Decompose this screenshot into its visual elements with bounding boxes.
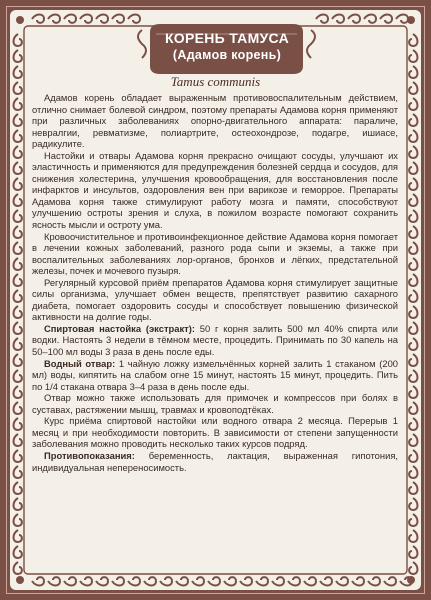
scroll-ornament	[224, 577, 236, 585]
scroll-ornament	[14, 530, 22, 542]
scroll-ornament	[409, 322, 417, 334]
scroll-ornament	[256, 577, 268, 585]
scroll-ornament	[409, 402, 417, 414]
scroll-ornament	[409, 354, 417, 366]
scroll-ornament	[128, 577, 140, 585]
page-subtitle-title: (Адамов корень)	[172, 48, 282, 62]
scroll-ornament	[14, 418, 22, 430]
paragraph-7: Курс приёма спиртовой настойки или водного отвара 2 месяца. Перерыв 1 месяц и при необходимости повторить. В зависимости от степени запущенности заболевания можно проводить несколько таких курсов подряд.	[32, 415, 398, 450]
paragraph-contraindications: Противопоказания: беременность, лактация, выраженная гипотония, индивидуальная непереносимость.	[32, 449, 398, 473]
paragraph-2: Настойки и отвары Адамова корня прекрасно очищают сосуды, улучшают их эластичность и применяются для предупреждения болезней сердца и сосудов, для снижения холестерина, улучшения кровообращения, для восстановления после инфарктов и инсультов, оздоровления вен при варикозе и геморрое. Препараты Адамова корня также стимулируют работу мозга и памяти, способствуют улучшению остроты зрения и слуха, в пожилом возрасте помогают сохранить ясность мысли и остроту ума.	[32, 149, 398, 231]
scroll-ornament	[14, 226, 22, 238]
scroll-ornament	[160, 577, 172, 585]
scroll-ornament	[272, 577, 284, 585]
title-banner	[158, 20, 296, 74]
scroll-ornament	[409, 418, 417, 430]
scroll-ornament	[14, 546, 22, 558]
scroll-ornament	[14, 50, 22, 62]
body-text	[32, 92, 398, 473]
scroll-ornament	[14, 34, 22, 46]
scroll-ornament	[128, 15, 140, 23]
scroll-ornament	[409, 274, 417, 286]
scroll-ornament	[364, 15, 376, 23]
scroll-ornament	[409, 130, 417, 142]
scroll-ornament	[14, 498, 22, 510]
scroll-ornament	[409, 482, 417, 494]
tincture-heading: Спиртовая настойка (экстракт):	[44, 322, 196, 334]
scroll-ornament	[14, 450, 22, 462]
paragraph-6: Отвар можно также использовать для примочек и компрессов при болях в суставах, растяжении мышц, травмах и кровоподтёках.	[32, 392, 398, 415]
scroll-ornament	[14, 466, 22, 478]
scroll-ornament	[409, 498, 417, 510]
scroll-ornament	[348, 15, 360, 23]
scroll-ornament	[14, 258, 22, 270]
scroll-ornament	[336, 577, 348, 585]
scroll-ornament	[409, 162, 417, 174]
scroll-ornament	[409, 146, 417, 158]
scroll-ornament	[80, 15, 92, 23]
scroll-ornament	[14, 114, 22, 126]
scroll-ornament	[409, 194, 417, 206]
scroll-ornament	[80, 577, 92, 585]
scroll-ornament	[409, 98, 417, 110]
scroll-ornament	[48, 15, 60, 23]
scroll-ornament	[409, 338, 417, 350]
scroll-ornament	[409, 290, 417, 302]
scroll-ornament	[380, 15, 392, 23]
scroll-ornament	[14, 274, 22, 286]
scroll-ornament	[96, 577, 108, 585]
scroll-ornament	[304, 577, 316, 585]
decoction-heading: Водный отвар:	[44, 357, 116, 369]
scroll-ornament	[316, 15, 328, 23]
scroll-ornament	[112, 15, 124, 23]
paragraph-3: Кровоочистительное и противоинфекционное действие Адамова корня помогает в лечении кожных заболеваний, разного рода сыпи и экземы, а также при воспалительных заболеваниях лор-органов, бронхов и лёгких, предстательной железы, почек и мочевого пузыря.	[32, 230, 398, 277]
scroll-ornament	[208, 577, 220, 585]
scroll-ornament	[409, 514, 417, 526]
scroll-ornament	[14, 98, 22, 110]
scroll-ornament	[14, 306, 22, 318]
scroll-ornament	[368, 577, 380, 585]
paragraph-4: Регулярный курсовой приём препаратов Адамова корня стимулирует защитные силы организма, улучшает обмен веществ, препятствует развитию сахарного диабета, помогает оздоровить сосуды и способствует повышению физической активности на долгие годы.	[32, 276, 398, 323]
scroll-ornament	[14, 178, 22, 190]
scroll-ornament	[320, 577, 332, 585]
scroll-ornament	[240, 577, 252, 585]
paragraph-decoction: Водный отвар: 1 чайную ложку измельчённых корней залить 1 стаканом (200 мл) воды, кипятить на слабом огне 15 минут, настоять 15 минут, процедить. Пить по 1/4 стакана отвара 3–4 раза в день после еды.	[32, 357, 398, 392]
scroll-ornament	[332, 15, 344, 23]
scroll-ornament	[14, 402, 22, 414]
scroll-ornament	[409, 306, 417, 318]
scroll-ornament	[64, 15, 76, 23]
scroll-ornament	[14, 562, 22, 574]
scroll-ornament	[14, 242, 22, 254]
scroll-ornament	[14, 194, 22, 206]
scroll-ornament	[409, 34, 417, 46]
scroll-ornament	[409, 530, 417, 542]
scroll-ornament	[409, 178, 417, 190]
scroll-ornament	[176, 577, 188, 585]
scroll-ornament	[396, 15, 408, 23]
scroll-ornament	[288, 577, 300, 585]
scroll-ornament	[14, 210, 22, 222]
scroll-ornament	[14, 354, 22, 366]
scroll-ornament	[352, 577, 364, 585]
scroll-ornament	[409, 242, 417, 254]
page-title: КОРЕНЬ ТАМУСА	[164, 30, 290, 46]
scroll-ornament	[14, 514, 22, 526]
scroll-ornament	[409, 50, 417, 62]
paragraph-tincture: Спиртовая настойка (экстракт): 50 г корня залить 500 мл 40% спирта или водки. Настоять 3 недели в тёмном месте, процедить. Принимать по 30 капель на 50–100 мл воды 3 раза в день после еды.	[32, 322, 398, 358]
scroll-ornament	[409, 434, 417, 446]
scroll-ornament	[96, 15, 108, 23]
scroll-ornament	[14, 482, 22, 494]
contraindications-heading: Противопоказания:	[44, 449, 135, 461]
scroll-ornament	[409, 386, 417, 398]
scroll-ornament	[409, 466, 417, 478]
scroll-ornament	[14, 162, 22, 174]
scroll-ornament	[409, 450, 417, 462]
scroll-ornament	[14, 130, 22, 142]
scroll-ornament	[14, 386, 22, 398]
scroll-ornament	[14, 290, 22, 302]
scroll-ornament	[384, 577, 396, 585]
scroll-ornament	[14, 338, 22, 350]
scroll-ornament	[48, 577, 60, 585]
scroll-ornament	[144, 577, 156, 585]
scroll-ornament	[32, 577, 44, 585]
scroll-ornament	[112, 577, 124, 585]
scroll-ornament	[14, 434, 22, 446]
scroll-ornament	[32, 15, 44, 23]
scroll-ornament	[409, 114, 417, 126]
paragraph-1: Адамов корень обладает выраженным противовоспалительным действием, отлично снимает болевой синдром, поэтому препараты Адамова корня применяют при различных заболеваниях опорно-двигательного аппарата: параличе, невралгии, ревматизме, полиартрите, остеохондрозе, подагре, ишиасе, радикулите.	[32, 92, 398, 150]
latin-name: Tamus communis	[170, 74, 261, 89]
scroll-ornament	[14, 370, 22, 382]
scroll-ornament	[409, 546, 417, 558]
scroll-ornament	[409, 226, 417, 238]
scroll-ornament	[192, 577, 204, 585]
scroll-ornament	[14, 322, 22, 334]
scroll-ornament	[409, 562, 417, 574]
scroll-ornament	[409, 258, 417, 270]
document-page	[10, 10, 421, 590]
scroll-ornament	[14, 146, 22, 158]
scroll-ornament	[409, 370, 417, 382]
scroll-ornament	[409, 210, 417, 222]
scroll-ornament	[64, 577, 76, 585]
